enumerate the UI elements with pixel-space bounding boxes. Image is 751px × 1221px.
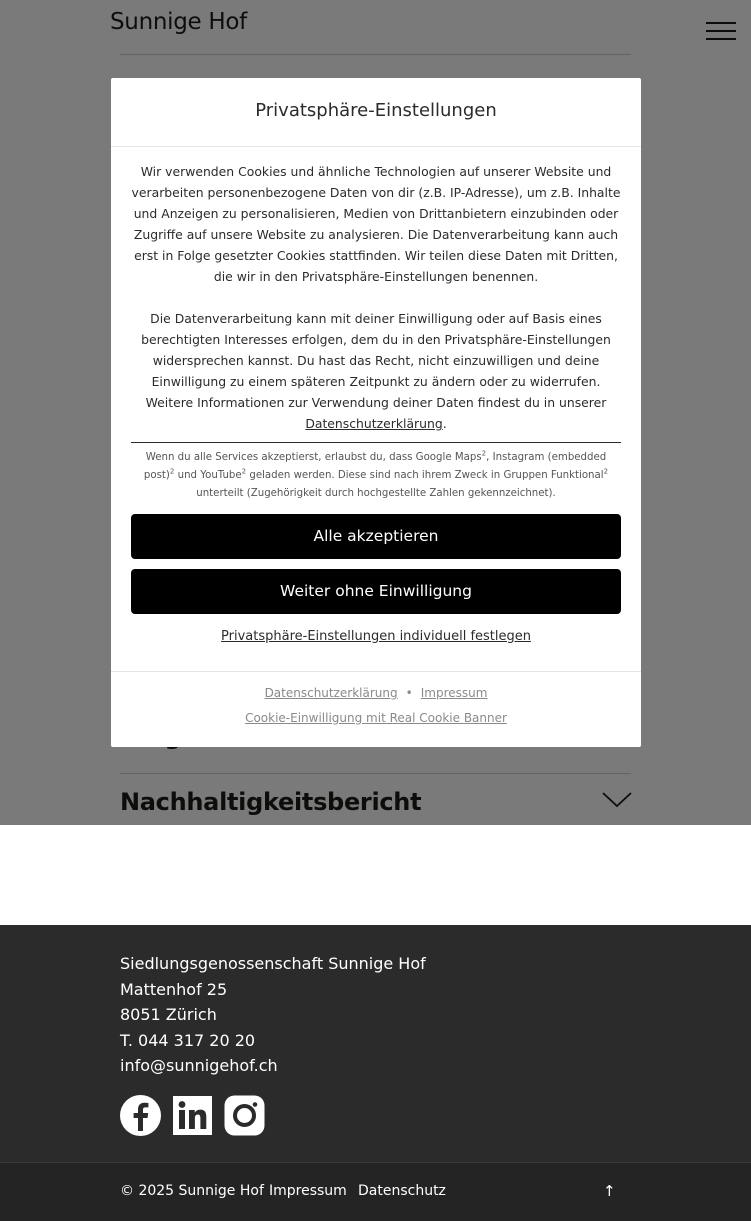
consent-dialog-footer <box>111 671 641 747</box>
continue-without-consent-button[interactable]: Weiter ohne Einwilligung <box>131 569 621 614</box>
facebook-icon[interactable] <box>120 1095 161 1136</box>
footer-phone[interactable]: T. 044 317 20 20 <box>120 1030 256 1050</box>
accept-all-button[interactable]: Alle akzeptieren <box>131 514 621 559</box>
social-links <box>120 1095 265 1136</box>
services-text-4: geladen werden. Diese sind nach ihrem Zweck in Gruppen Funktional <box>246 470 604 481</box>
linkedin-icon[interactable] <box>172 1095 213 1136</box>
consent-period: . <box>442 416 447 431</box>
services-text-2: , Instagram (embedded post) <box>143 452 607 481</box>
consent-title: Privatsphäre-Einstellungen <box>255 100 497 121</box>
services-text-1: Wenn du alle Services akzeptierst, erlaubst du, dass Google Maps <box>145 452 482 463</box>
real-cookie-banner-link[interactable]: Cookie-Einwilligung mit Real Cookie Banner <box>245 711 507 725</box>
consent-privacy-link[interactable]: Datenschutzerklärung <box>264 686 398 700</box>
individual-settings-link[interactable]: Privatsphäre-Einstellungen individuell festlegen <box>221 629 531 644</box>
footer-imprint-link[interactable]: Impressum <box>269 1183 347 1199</box>
footer-address <box>120 951 426 1079</box>
group-sup-4: 2 <box>603 467 609 476</box>
services-notice <box>131 449 621 503</box>
footer-city: 8051 Zürich <box>120 1005 217 1024</box>
group-sup-3: 2 <box>241 467 247 476</box>
consent-paragraph-2-text: Die Datenverarbeitung kann mit deiner Einwilligung oder auf Basis eines berechtigten Interesses erfolgen, dem du in den Privatsphäre-Einstellungen widersprechen kannst. Du hast das Recht, nicht einzuwilligen und deine Einwilligung zu einem späteren Zeitpunkt zu ändern oder zu widerrufen. Weitere Informationen zur Verwendung deiner Daten findest du in unserer <box>141 311 611 410</box>
footer-street: Mattenhof 25 <box>120 979 228 999</box>
services-text-5: unterteilt (Zugehörigkeit durch hochgestellte Zahlen gekennzeichnet). <box>196 488 556 499</box>
services-divider <box>131 442 621 443</box>
consent-paragraph-2 <box>131 308 621 434</box>
group-sup-1: 2 <box>481 449 487 458</box>
consent-body <box>131 161 621 434</box>
instagram-icon[interactable] <box>224 1095 265 1136</box>
group-sup-2: 2 <box>169 467 175 476</box>
footer-org: Siedlungsgenossenschaft Sunnige Hof <box>120 954 426 973</box>
arrow-up-icon[interactable]: ↑ <box>603 1182 616 1200</box>
services-text-3: und YouTube <box>174 470 242 481</box>
footer-privacy-link[interactable]: Datenschutz <box>358 1183 446 1199</box>
consent-imprint-link[interactable]: Impressum <box>420 686 488 700</box>
footer-bottom-bar <box>0 1162 751 1221</box>
copyright: © 2025 Sunnige Hof <box>120 1183 264 1199</box>
footer-email[interactable]: info@sunnigehof.ch <box>120 1056 278 1075</box>
consent-footer-links <box>111 686 641 700</box>
consent-dialog-header <box>111 78 641 147</box>
site-footer <box>0 925 751 1221</box>
consent-dialog <box>111 78 641 747</box>
privacy-policy-link[interactable]: Datenschutzerklärung <box>305 416 443 431</box>
link-separator: • <box>405 686 413 700</box>
consent-paragraph-1: Wir verwenden Cookies und ähnliche Technologien auf unserer Website und verarbeiten personenbezogene Daten von dir (z.B. IP-Adresse), um z.B. Inhalte und Anzeigen zu personalisieren, Medien von Drittanbietern einzubinden oder Zugriffe auf unsere Website zu analysieren. Die Datenverarbeitung kann auch erst in Folge gesetzter Cookies stattfinden. Wir teilen diese Daten mit Dritten, die wir in den Privatsphäre-Einstellungen benennen. <box>131 164 621 284</box>
